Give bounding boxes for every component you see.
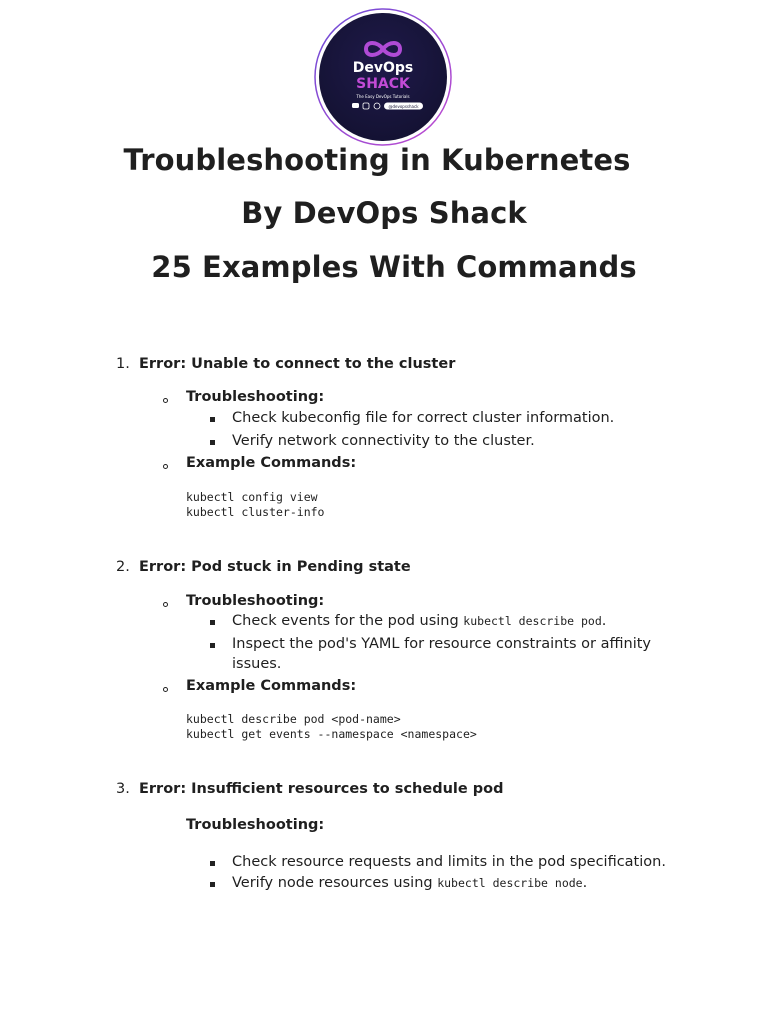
bullet-text: Check resource requests and limits in the pod specification. [232,854,666,870]
item-number: 1. [116,356,130,372]
bullet-text-prefix: Check events for the pod using [232,613,464,629]
bullet-text [232,873,652,893]
page-subtitle-examples: 25 Examples With Commands [151,250,637,284]
square-bullet [210,882,215,887]
item-number: 3. [116,781,130,797]
logo-text-shack: SHACK [356,76,410,92]
page-subtitle-author: By DevOps Shack [241,196,527,230]
example-commands-label: Example Commands: [186,678,357,694]
error-heading: Error: Pod stuck in Pending state [139,559,411,575]
error-heading: Error: Insufficient resources to schedule pod [139,781,504,797]
circle-bullet [163,687,168,692]
devops-shack-logo [314,8,452,146]
square-bullet [210,643,215,648]
circle-bullet [163,602,168,607]
bullet-text-suffix: . [582,875,588,891]
logo-text-devops: DevOps [352,60,414,76]
square-bullet [210,861,215,866]
square-bullet [210,440,215,445]
troubleshooting-label: Troubleshooting: [186,817,325,833]
circle-bullet [163,398,168,403]
logo-handle: @devopsshack [388,103,419,109]
circle-bullet [163,464,168,469]
square-bullet [210,417,215,422]
error-heading: Error: Unable to connect to the cluster [139,356,456,372]
square-bullet [210,620,215,625]
troubleshooting-label: Troubleshooting: [186,389,325,405]
inline-code: kubectl describe node [437,876,583,890]
bullet-text: Verify network connectivity to the cluster. [232,433,535,449]
bullet-text-suffix: . [601,613,607,629]
command-line: kubectl config view [186,490,318,504]
example-commands-label: Example Commands: [186,455,357,471]
bullet-text-continuation: issues. [232,656,282,672]
bullet-text-prefix: Verify node resources using [232,875,438,891]
command-line: kubectl cluster-info [186,505,325,519]
bullet-text: Inspect the pod's YAML for resource constraints or affinity [232,636,651,652]
bullet-text: Check kubeconfig file for correct cluster information. [232,410,615,426]
page-title: Troubleshooting in Kubernetes [123,143,631,177]
command-line: kubectl describe pod <pod-name> [186,712,401,726]
logo-tagline: The Easy DevOps Tutorials [356,94,410,99]
item-number: 2. [116,559,130,575]
inline-code: kubectl describe pod [463,614,602,628]
troubleshooting-label: Troubleshooting: [186,593,325,609]
bullet-text [232,611,652,631]
command-line: kubectl get events --namespace <namespace> [186,727,477,741]
